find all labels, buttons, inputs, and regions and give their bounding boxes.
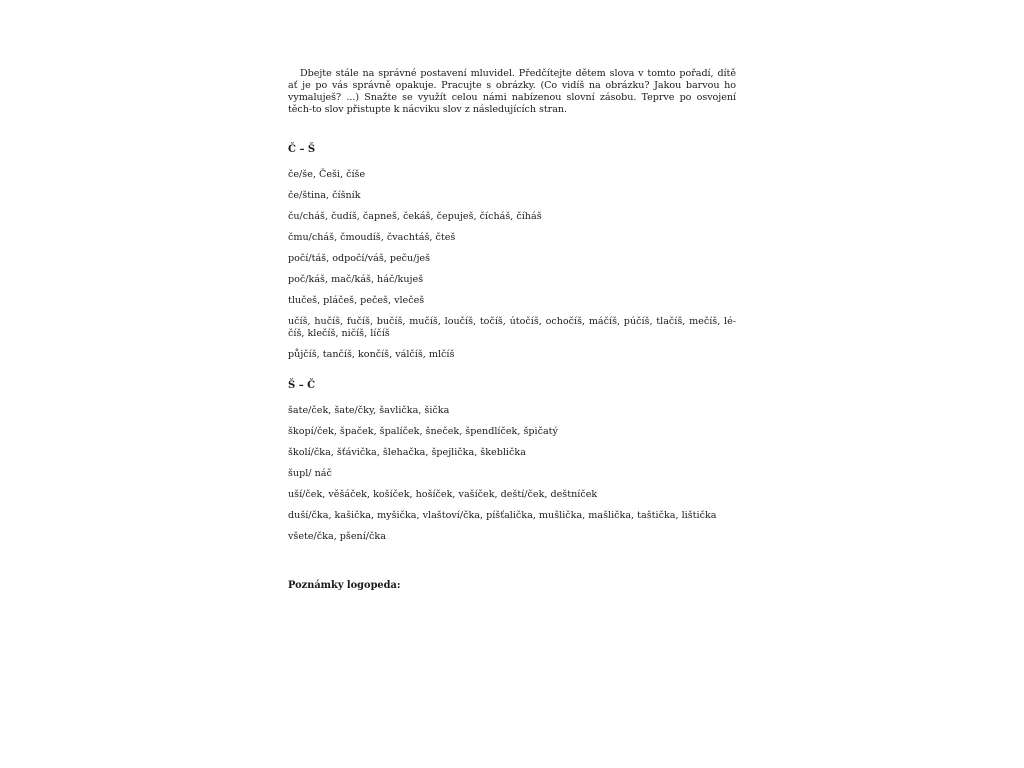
word-line: poč/káš, mač/káš, háč/kuješ: [288, 274, 424, 286]
word-line: če/ština, číšník: [288, 189, 361, 201]
word-line: ču/cháš, čudíš, čapneš, čekáš, čepuješ, čícháš, číháš: [288, 210, 542, 222]
word-line: šate/ček, šate/čky, šavlička, šička: [288, 404, 450, 416]
word-line: tlučeš, pláčeš, pečeš, vlečeš: [288, 295, 425, 307]
word-line: školí/čka, šťávička, šlehačka, špejlička, škeblička: [288, 446, 526, 458]
intro-paragraph: Dbejte stále na správné postavení mluvidel. Předčítejte dětem slova v tomto pořadí, dítě ať je po vás správně opakuje. Pracujte s obrázky. (Co vidíš na obrázku? Jakou barvou ho vymaluješ? ...) Snažte se využít celou námi nabízenou slovní zásobu. Teprve po osvojení těch-to slov přistupte k nácviku slov z následujících stran.: [288, 68, 736, 115]
word-line: všete/čka, pšení/čka: [288, 531, 386, 543]
word-line: půjčíš, tančíš, končíš, válčíš, mlčíš: [288, 348, 455, 360]
word-line: škopí/ček, špaček, špalíček, šneček, špendlíček, špičatý: [288, 425, 558, 437]
word-line: čmu/cháš, čmoudíš, čvachtáš, čteš: [288, 231, 456, 243]
notes-label: Poznámky logopeda:: [288, 579, 401, 591]
word-line: če/še, Češi, číše: [288, 168, 366, 180]
word-line: duší/čka, kašička, myšička, vlaštoví/čka, píšťalička, mušlička, mašlička, taštička, lištička: [288, 510, 717, 522]
section-c-s: [288, 144, 736, 361]
document-page: [288, 68, 736, 592]
section-heading: Š – Č: [288, 379, 316, 391]
word-line: uší/ček, věšáček, košíček, hošíček, vašíček, deští/ček, deštníček: [288, 488, 598, 500]
word-line: šupl/ náč: [288, 467, 332, 479]
word-line: počí/táš, odpočí/váš, peču/ješ: [288, 253, 431, 264]
section-heading: Č – Š: [288, 143, 316, 155]
section-s-c: [288, 380, 736, 543]
word-line: učíš, hučíš, fučíš, bučíš, mučíš, loučíš, točíš, útočíš, ochočíš, máčíš, púčíš, tlačíš, mečíš, lé-číš, klečíš, ničíš, líčíš: [288, 316, 736, 339]
